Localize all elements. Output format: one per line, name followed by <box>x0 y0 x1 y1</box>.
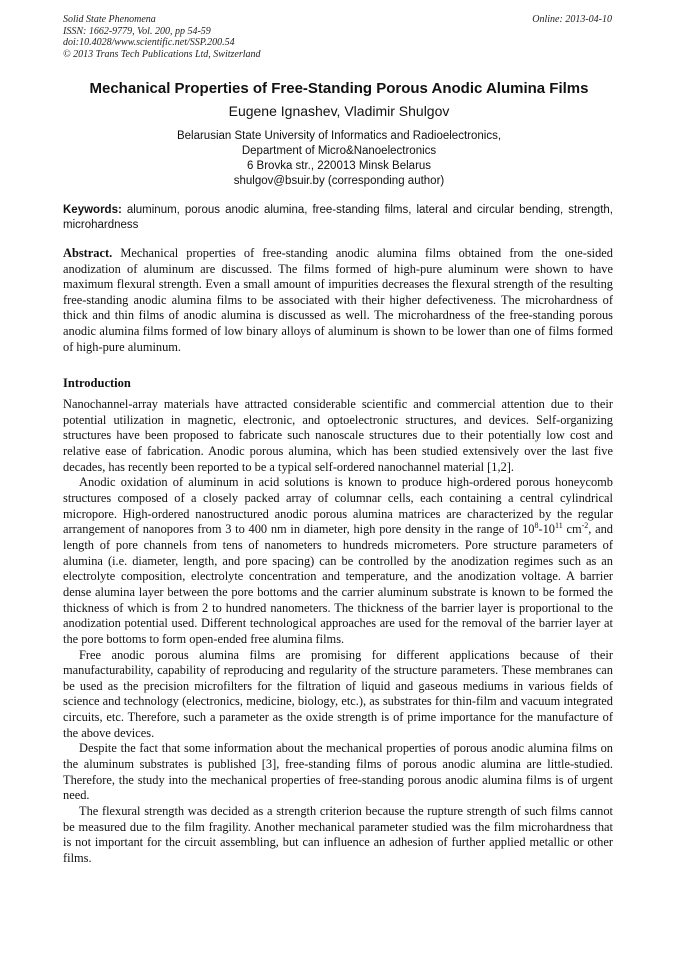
issn-line: ISSN: 1662-9779, Vol. 200, pp 54-59 <box>63 25 211 37</box>
abstract-label: Abstract. <box>63 246 113 260</box>
superscript: -2 <box>581 521 589 531</box>
abstract-text: Mechanical properties of free-standing anodic alumina films obtained from the one-sided anodization of aluminum are discussed. The films formed of high-pure aluminum were shown to have maximum flexural strength. Even a small amount of impurities decreases the flexural strength of the resulting free-standing anodic alumina films to be associated with their higher defectiveness. The microhardness of thick and thin films of anodic alumina is discussed as well. The microhardness of the free-standing porous anodic alumina films formed of low binary alloys of aluminum is shown to be lower than one of films formed of high-pure aluminum. <box>63 246 613 354</box>
intro-paragraph-2: Anodic oxidation of aluminum in acid solutions is known to produce high-ordered porous honeycomb structures composed of a closely packed array of columnar cells, each containing a central cylindrical micropore. High-ordered nanostructured anodic porous alumina matrices are characterized by the regular arrangement of nanopores from 3 to 400 nm in diameter, high pore density in the range of $10^8-10^{11}$ $cm^{-2}$, and length of pore channels from tens of nanometers to hundreds micrometers. Pore structure parameters of alumina (i.e. diameter, length, and pore spacing) can be controlled by the anodization regimes such as an electrolyte composition, electrolyte concentration and temperature, and the anodization voltage. A barrier dense alumina layer between the pore bottoms and the carrier aluminum substrate is known to be formed the thickness of which is from 2 to hundred nanometers. The thickness of the barrier layer is proportional to the anodization potential used. Different technological approaches are used for the removal of the barrier layer at the pore bottoms to form open-ended free alumina films. <box>63 475 613 646</box>
intro-paragraph-3: Free anodic porous alumina films are promising for different applications because of their manufacturability, capability of reproducing and regularity of the structure parameters. These membranes can be used as the precision microfilters for the filtration of liquid and gaseous mediums in various fields of science and technology (electronics, medicine, biology, etc.), as substrates for thin-film and vacuum integrated circuits, etc. Therefore, such a parameter as the oxide strength is of prime importance for the manufacture of the above devices. <box>63 647 613 740</box>
intro-paragraph-5: The flexural strength was decided as a strength criterion because the rupture strength of such films cannot be measured due to the film fragility. Another mechanical parameter studied was the film microhardness that is not important for the circuit assembling, but can influence an adhesion of further applied metallic or other films. <box>63 804 613 866</box>
journal-name: Solid State Phenomena <box>63 14 156 25</box>
affiliation-line-2: Department of Micro&Nanoelectronics <box>241 145 437 157</box>
superscript: 11 <box>555 521 563 531</box>
introduction-heading: Introduction <box>63 376 131 390</box>
paper-title: Mechanical Properties of Free-Standing Porous Anodic Alumina Films <box>89 80 589 97</box>
keywords-block <box>63 203 613 232</box>
keywords-text: aluminum, porous anodic alumina, free-standing films, lateral and circular bending, strength, microhardness <box>63 204 613 231</box>
affiliation-email: shulgov@bsuir.by (corresponding author) <box>233 175 445 187</box>
intro-paragraph-4: Despite the fact that some information about the mechanical properties of porous anodic alumina films on the aluminum substrates is published [3], free-standing films of porous anodic alumina are little-studied. Therefore, the study into the mechanical properties of free-standing porous anodic alumina films is of urgent need. <box>63 741 613 803</box>
superscript: 8 <box>534 521 539 531</box>
affiliation-block <box>0 129 678 189</box>
doi-line: doi:10.4028/www.scientific.net/SSP.200.54 <box>63 37 235 48</box>
journal-header <box>63 14 261 60</box>
copyright-line: © 2013 Trans Tech Publications Ltd, Switzerland <box>63 48 261 60</box>
intro-paragraph-1: Nanochannel-array materials have attracted considerable scientific and commercial attention due to their potential utilization in magnetic, electronic, and optoelectronic structures, and devices. Self-organizing structures have been proposed to fabricate such nanoscale structures due to their potentially low cost and relative ease of fabrication. Anodic porous alumina, which has been studied extensively over the last five decades, has recently been reported to be a typical self-ordered nanochannel material [1,2]. <box>63 397 613 474</box>
online-date: Online: 2013-04-10 <box>532 14 612 25</box>
paper-authors: Eugene Ignashev, Vladimir Shulgov <box>228 103 450 119</box>
keywords-label: Keywords: <box>63 204 122 216</box>
affiliation-line-3: 6 Brovka str., 220013 Minsk Belarus <box>246 160 432 172</box>
abstract-block <box>63 246 613 355</box>
introduction-body <box>63 397 613 867</box>
affiliation-line-1: Belarusian State University of Informatics and Radioelectronics, <box>176 130 502 142</box>
